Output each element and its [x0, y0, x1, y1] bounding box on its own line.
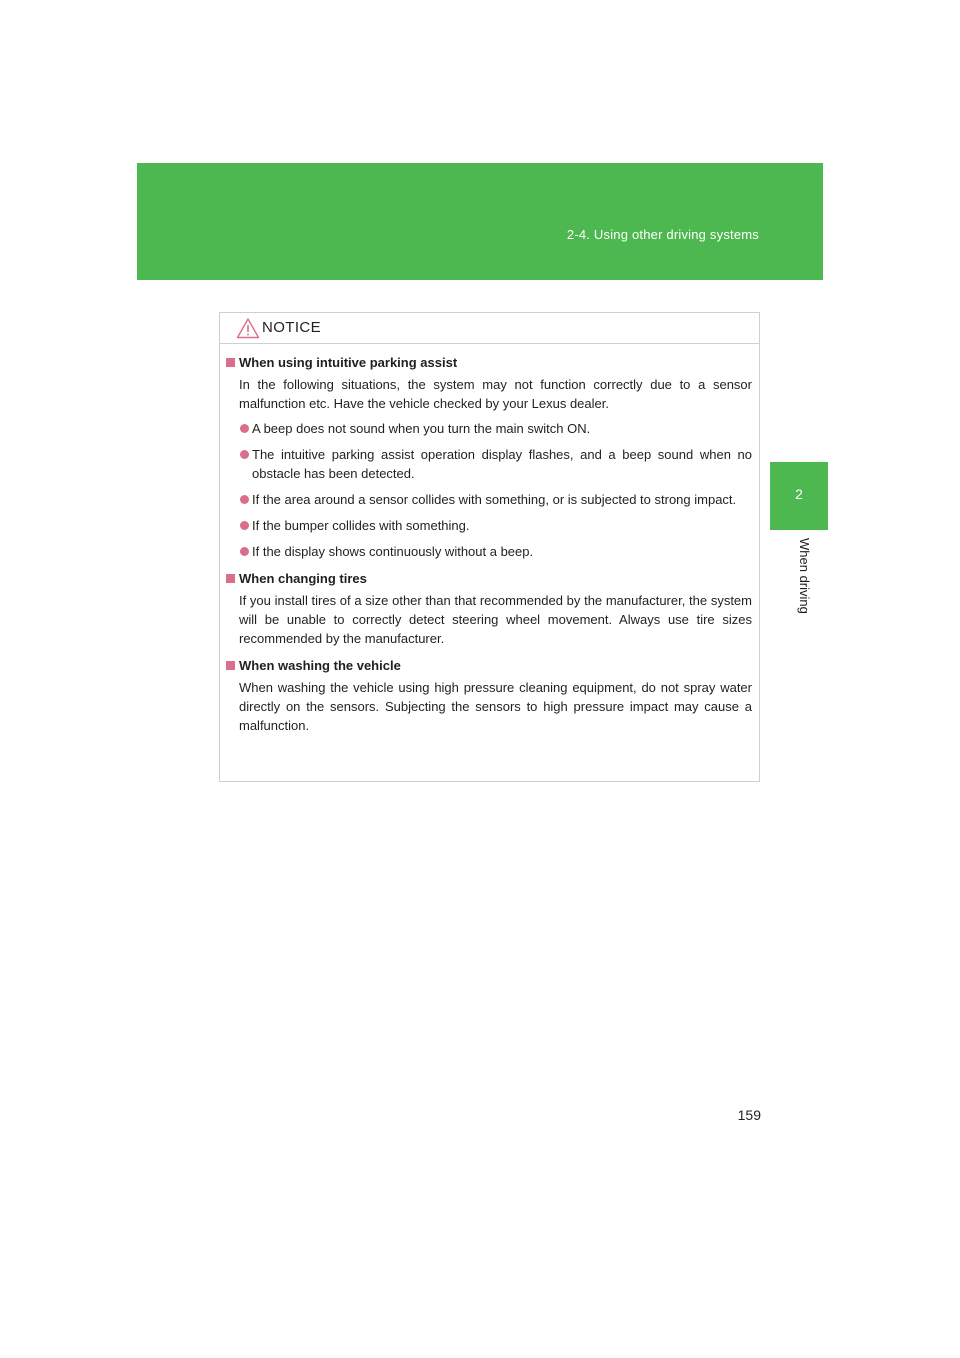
notice-item-changing-tires [220, 570, 752, 648]
notice-title: NOTICE [262, 319, 322, 336]
item-heading [220, 354, 752, 372]
list-item-text: If the area around a sensor collides with something, or is subjected to strong impact. [252, 492, 737, 507]
list-item-text: If the display shows continuously without a beep. [252, 544, 534, 559]
notice-body [220, 343, 759, 744]
item-heading [220, 570, 752, 588]
item-heading-text: When using intuitive parking assist [239, 355, 458, 370]
chapter-tab [770, 462, 828, 530]
list-item-text: The intuitive parking assist operation display flashes, and a beep sound when no obstacle has been detected. [252, 447, 752, 481]
notice-item-washing-vehicle [220, 657, 752, 735]
list-item [220, 490, 752, 509]
item-heading-text: When changing tires [239, 571, 367, 586]
list-item [220, 445, 752, 483]
square-bullet-icon [226, 661, 235, 670]
list-item [220, 542, 752, 561]
chapter-number: 2 [795, 486, 803, 502]
square-bullet-icon [226, 358, 235, 367]
page-number: 159 [737, 1107, 761, 1123]
item-paragraph: In the following situations, the system may not function correctly due to a sensor malfunction etc. Have the vehicle checked by your Lexus dealer. [239, 377, 752, 411]
item-heading-text: When washing the vehicle [239, 658, 401, 673]
section-title: 2-4. Using other driving systems [566, 227, 759, 242]
notice-header [220, 313, 759, 344]
chapter-label: When driving [797, 538, 812, 614]
item-heading [220, 657, 752, 675]
round-bullet-icon [240, 547, 249, 556]
round-bullet-icon [240, 450, 249, 459]
list-item [220, 516, 752, 535]
list-item-text: A beep does not sound when you turn the main switch ON. [252, 421, 591, 436]
item-paragraph: If you install tires of a size other than that recommended by the manufacturer, the system will be unable to correctly detect steering wheel movement. Always use tire sizes recommended by the manufacturer. [239, 593, 752, 646]
list-item [220, 419, 752, 438]
round-bullet-icon [240, 495, 249, 504]
notice-item-parking-assist [220, 354, 752, 561]
round-bullet-icon [240, 424, 249, 433]
notice-box [219, 312, 760, 782]
round-bullet-icon [240, 521, 249, 530]
warning-triangle-icon [236, 317, 260, 339]
list-item-text: If the bumper collides with something. [252, 518, 470, 533]
bullet-list [220, 419, 752, 561]
item-paragraph: When washing the vehicle using high pressure cleaning equipment, do not spray water directly on the sensors. Subjecting the sensors to high pressure impact may cause a malfunction. [239, 680, 752, 733]
square-bullet-icon [226, 574, 235, 583]
header-band [137, 163, 823, 280]
